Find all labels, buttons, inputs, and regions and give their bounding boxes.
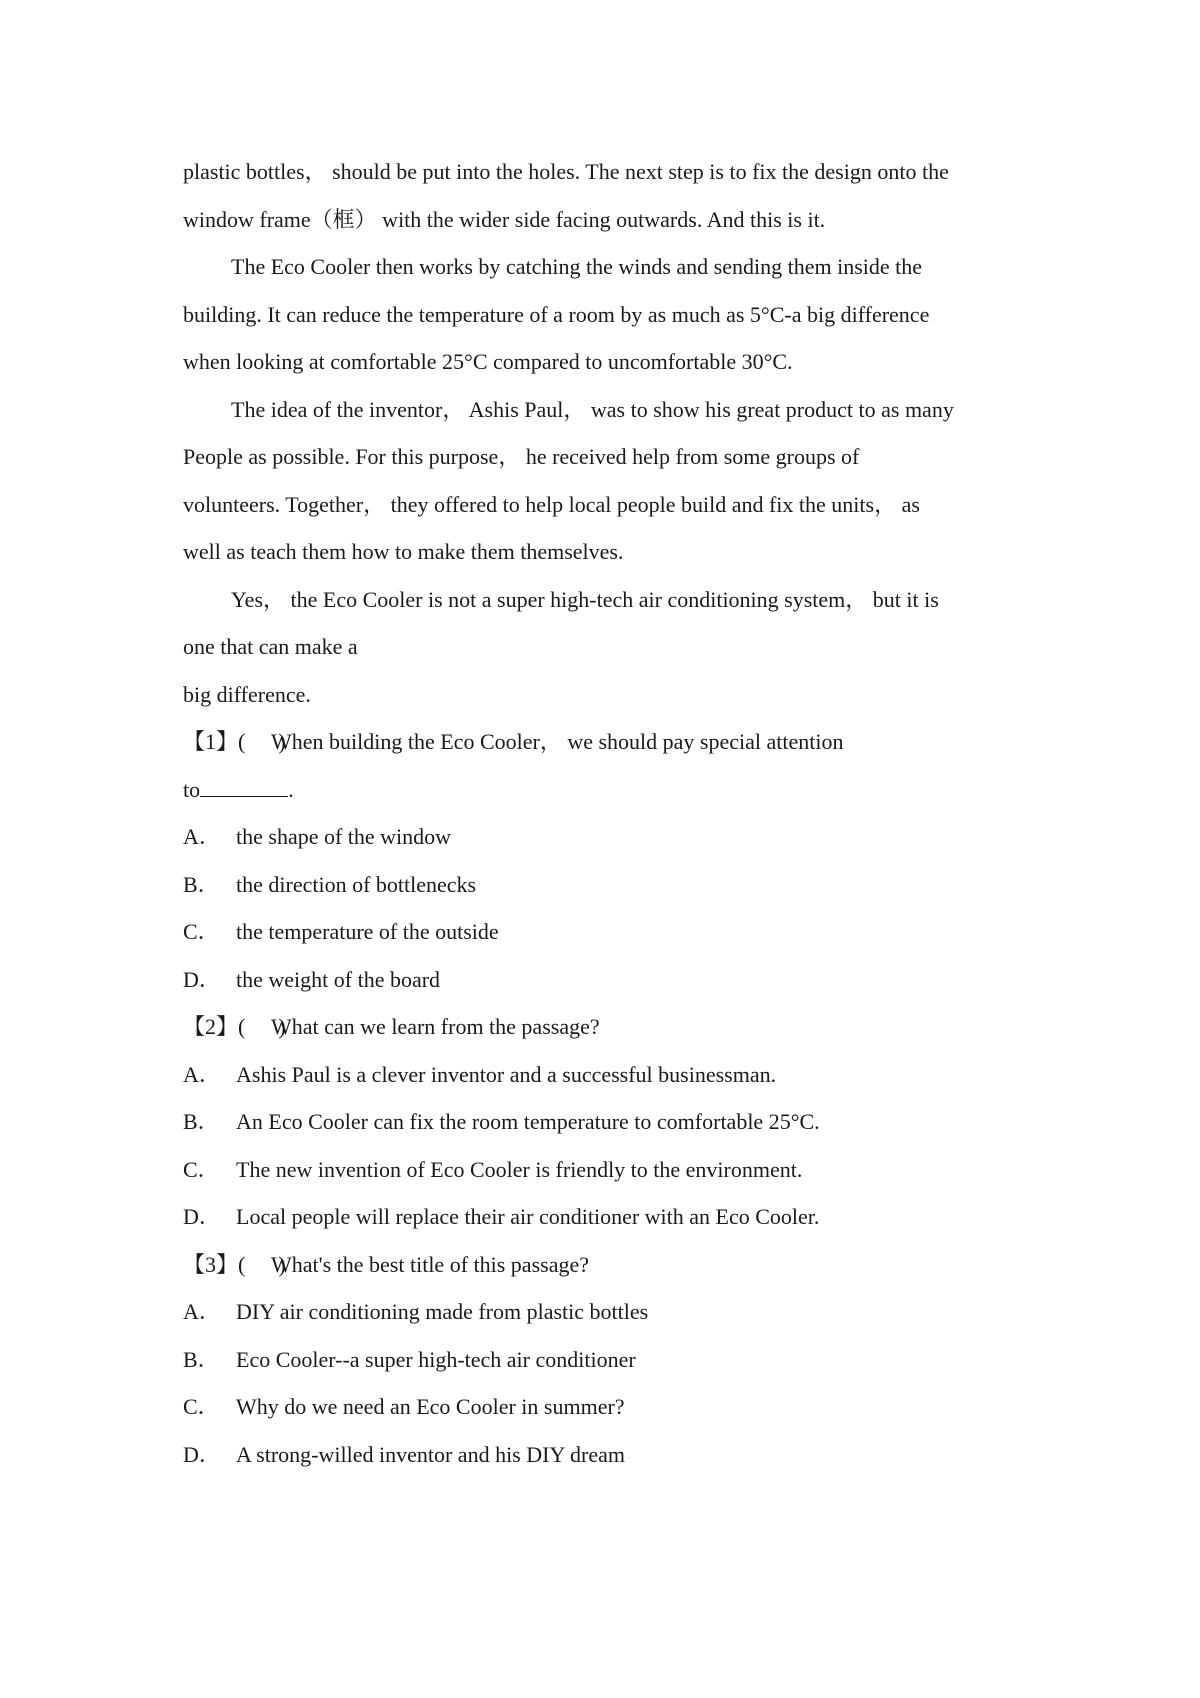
passage-line: Yes， the Eco Cooler is not a super high-tech air conditioning system， but it is [231,586,939,612]
question-number: 【1】( ) [183,729,286,754]
option-text: Ashis Paul is a clever inventor and a successful businessman. [236,1061,777,1087]
option-letter: C． [183,1156,220,1182]
option-b [183,1098,1025,1146]
passage-line: big difference. [183,681,311,707]
option-text: A strong-willed inventor and his DIY dream [236,1441,625,1467]
answer-blank [200,780,288,797]
option-letter: B． [183,1109,220,1134]
question-2-stem [183,1003,1025,1051]
option-text: the temperature of the outside [236,919,499,944]
option-text: Eco Cooler--a super high-tech air conditioner [236,1346,636,1372]
option-b [183,861,1025,909]
option-d [183,1431,1025,1479]
option-a [183,1051,1025,1099]
option-letter: A． [183,824,221,849]
passage-line: building. It can reduce the temperature of a room by as much as 5°C-a big difference [183,301,930,327]
option-a [183,1288,1025,1336]
question-text: What's the best title of this passage? [271,1251,589,1277]
passage-line: one that can make a [183,634,358,659]
question-text: When building the Eco Cooler， we should pay special attention [271,729,844,754]
option-letter: D． [183,1204,221,1229]
passage-line: plastic bottles， should be put into the holes. The next step is to fix the design onto the [183,159,949,184]
option-text: Local people will replace their air conditioner with an Eco Cooler. [236,1204,820,1229]
option-letter: D． [183,1441,221,1467]
question-text: What can we learn from the passage? [271,1014,600,1039]
option-text: the direction of bottlenecks [236,871,477,897]
question-1-stem [183,718,1025,766]
option-text: the shape of the window [236,824,452,849]
passage-line: People as possible. For this purpose， he received help from some groups of [183,444,860,469]
passage-line: window frame（框） with the wider side facing outwards. And this is it. [183,206,826,232]
option-text: An Eco Cooler can fix the room temperature to comfortable 25°C. [236,1109,820,1134]
passage-line: when looking at comfortable 25°C compared to uncomfortable 30°C. [183,349,793,374]
option-a [183,813,1025,861]
option-letter: D． [183,966,221,992]
option-text: The new invention of Eco Cooler is friendly to the environment. [236,1156,803,1182]
option-letter: C． [183,919,220,944]
question-text: . [288,776,294,802]
option-letter: C． [183,1394,220,1419]
option-letter: B． [183,1346,220,1372]
option-letter: A． [183,1061,221,1087]
question-1-stem-continued [183,766,1025,814]
option-text: the weight of the board [236,966,441,992]
passage-line: The Eco Cooler then works by catching the winds and sending them inside the [231,254,923,279]
option-text: DIY air conditioning made from plastic bottles [236,1299,649,1324]
passage-line: The idea of the inventor， Ashis Paul， was to show his great product to as many [231,396,954,422]
option-c [183,1383,1025,1431]
question-text: to [183,776,201,802]
passage-line: well as teach them how to make them themselves. [183,539,624,564]
option-d [183,956,1025,1004]
passage-line: volunteers. Together， they offered to help local people build and fix the units， as [183,491,920,517]
document-page [183,148,1025,1478]
option-d [183,1193,1025,1241]
option-letter: B． [183,871,220,897]
question-number: 【3】( ) [183,1251,286,1277]
option-letter: A． [183,1299,221,1324]
option-text: Why do we need an Eco Cooler in summer? [236,1394,625,1419]
question-number: 【2】( ) [183,1014,286,1039]
question-3-stem [183,1241,1025,1289]
option-c [183,1146,1025,1194]
option-b [183,1336,1025,1384]
option-c [183,908,1025,956]
